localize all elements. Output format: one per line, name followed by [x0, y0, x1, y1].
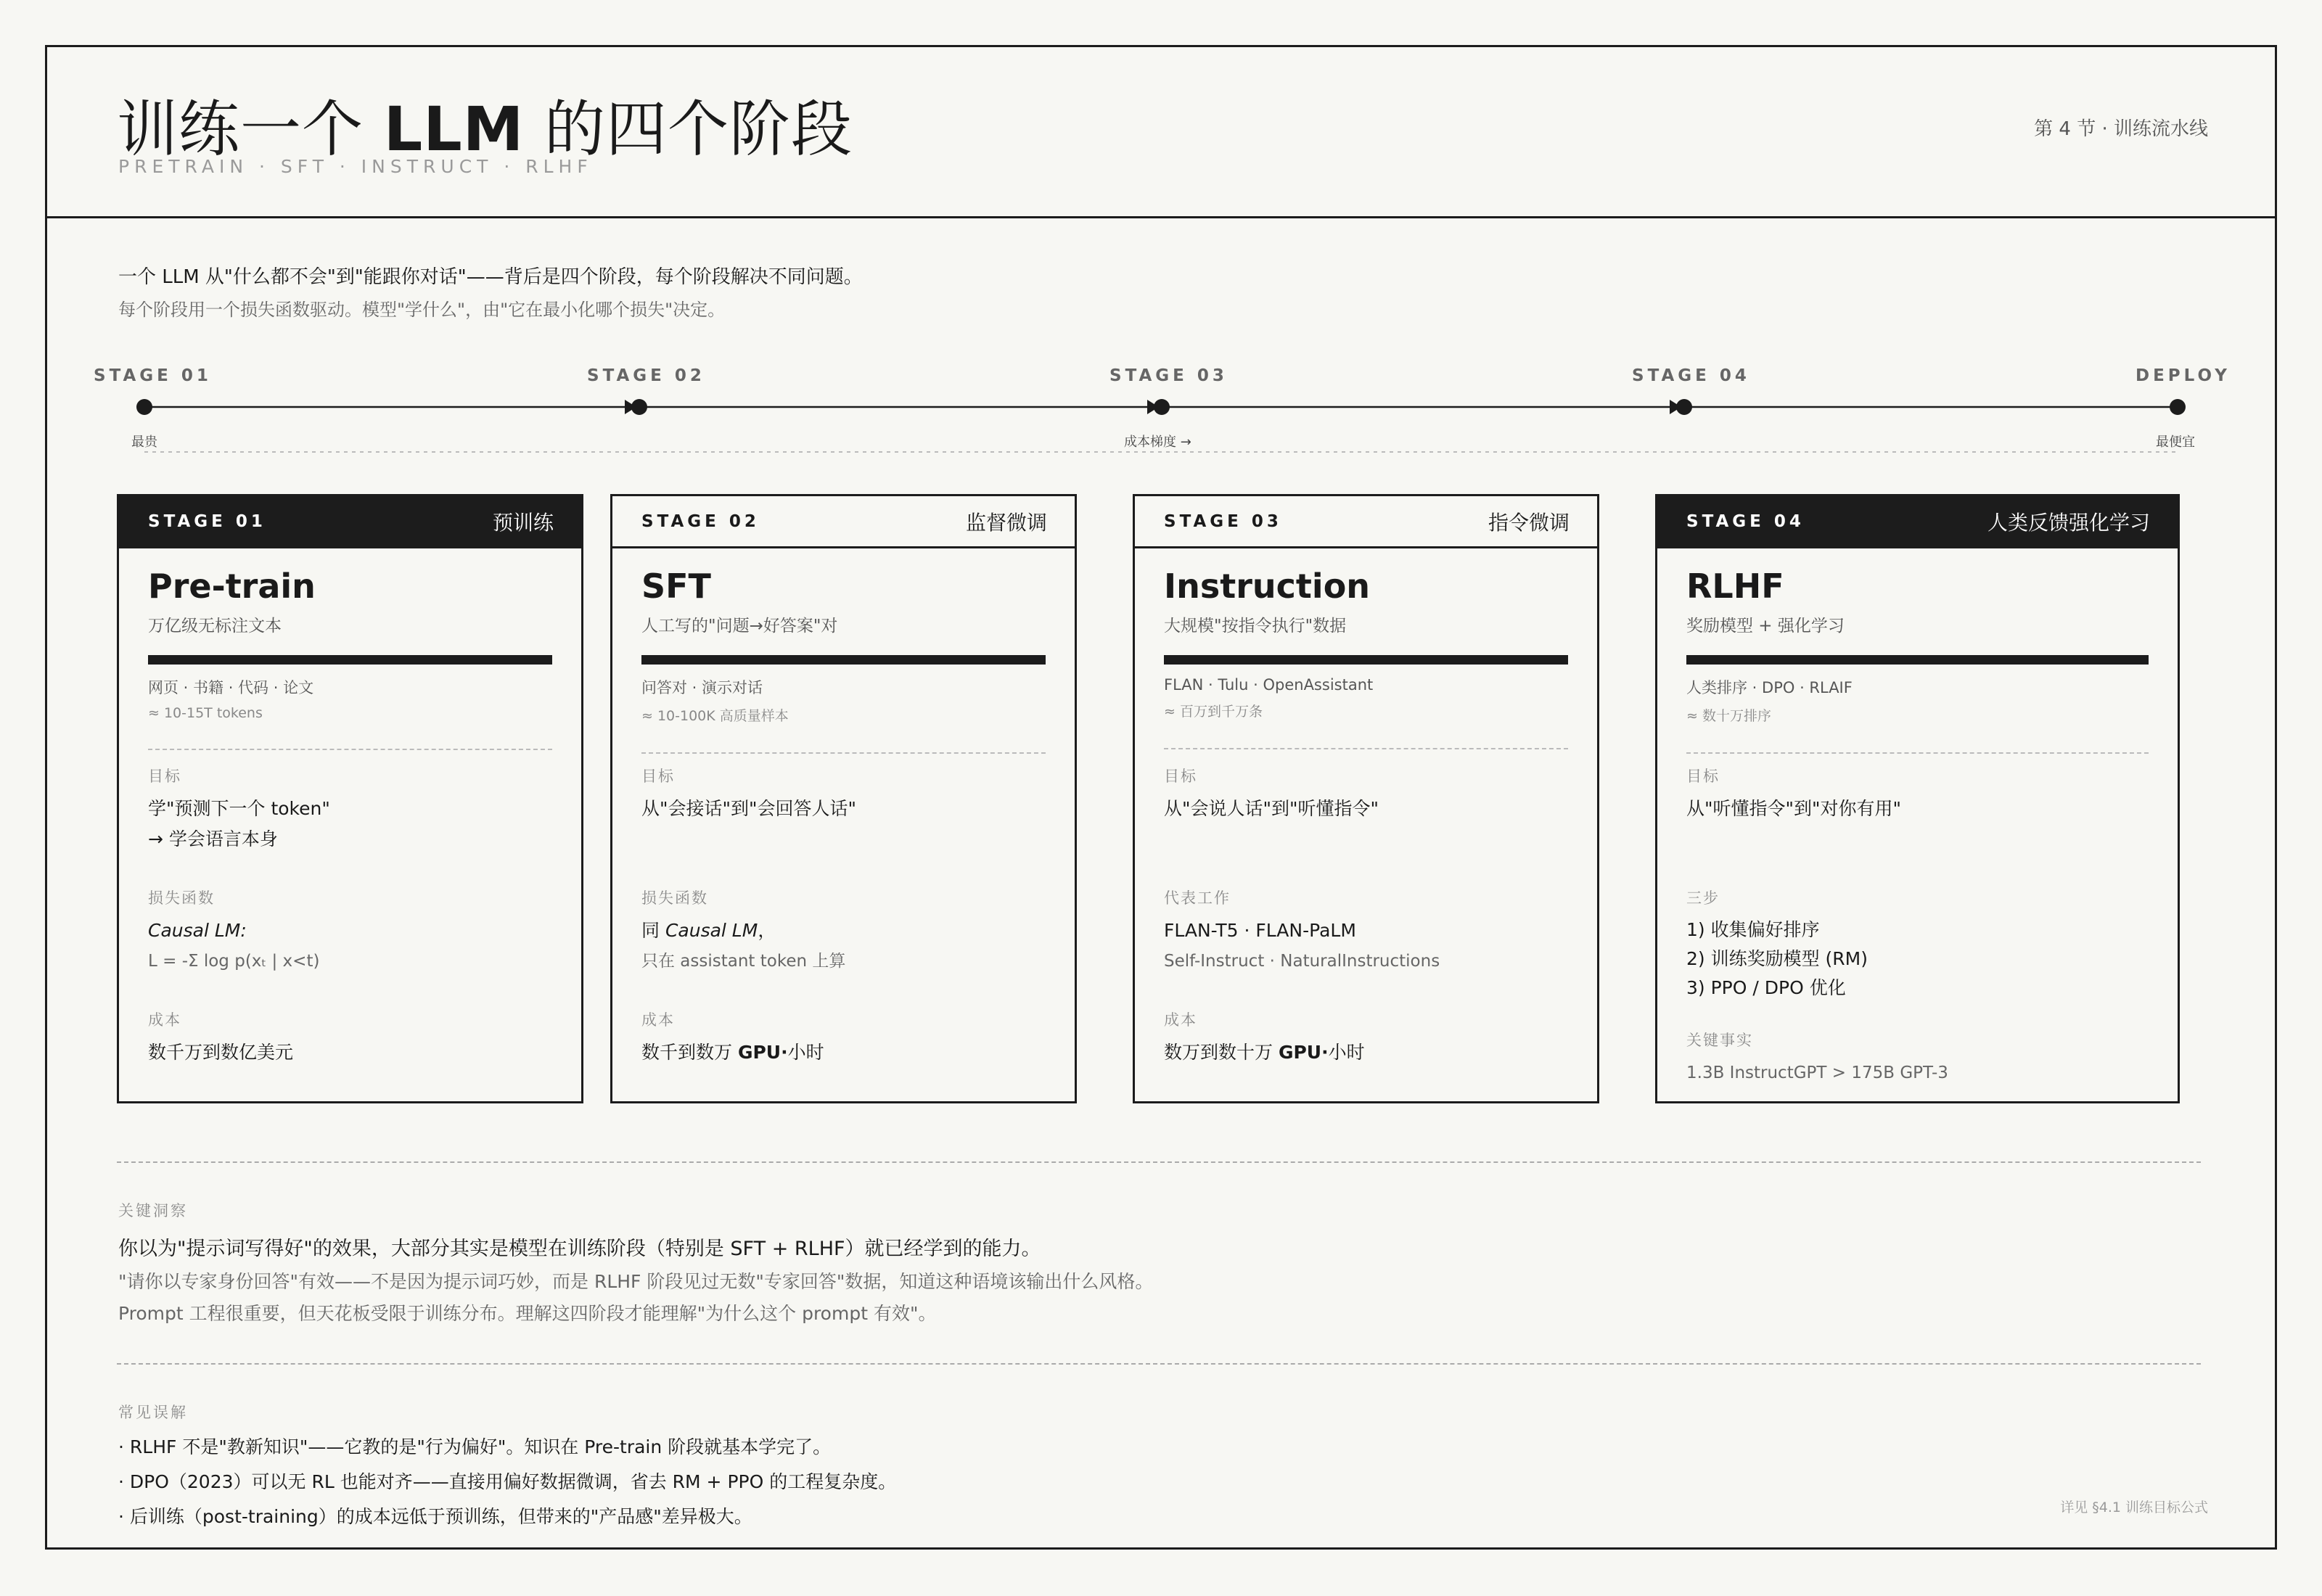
timeline-node — [2170, 399, 2186, 415]
timeline-note-left: 最贵 — [131, 435, 157, 450]
timeline-arrow — [625, 400, 636, 414]
card-works — [1164, 887, 1570, 976]
card-size: ≈ 数十万排序 — [1686, 708, 1771, 724]
card-loss — [148, 887, 554, 976]
card-goal — [1686, 765, 2150, 824]
timeline-node — [136, 399, 152, 415]
cost-value — [148, 1037, 554, 1068]
insight-label: 关键洞察 — [118, 1202, 188, 1219]
card-cost — [148, 1008, 554, 1068]
goal-line: 从"会说人话"到"听懂指令" — [1164, 798, 1379, 819]
timeline-note-right: 最便宜 — [2156, 435, 2195, 450]
insight-main: 你以为"提示词写得好"的效果，大部分其实是模型在训练阶段（特别是 SFT + RLHF）就已经学到的能力。 — [118, 1238, 1041, 1260]
card-fact — [1686, 1029, 2150, 1088]
card-stage: STAGE 02 — [641, 511, 760, 531]
card-stage-cn: 人类反馈强化学习 — [1987, 510, 2150, 535]
timeline-node — [1676, 399, 1692, 415]
stage-card-sft — [610, 494, 1077, 1103]
fact-value: 1.3B InstructGPT > 175B GPT-3 — [1686, 1064, 1948, 1082]
goal-line: → 学会语言本身 — [148, 828, 278, 850]
title-part-en: LLM — [383, 94, 525, 165]
step-item: 2) 训练奖励模型 (RM) — [1686, 948, 1868, 969]
misconception-item: · 后训练（post-training）的成本远低于预训练，但带来的"产品感"差异极大。 — [118, 1506, 752, 1527]
header — [47, 47, 2275, 218]
goal-label: 目标 — [1686, 768, 1720, 785]
timeline-label: DEPLOY — [2136, 366, 2231, 385]
card-bar — [641, 655, 1046, 665]
loss-text: 同 — [641, 920, 665, 941]
goal-line: 从"听懂指令"到"对你有用" — [1686, 798, 1901, 819]
steps-label: 三步 — [1686, 889, 1720, 907]
intro-line-1: 一个 LLM 从"什么都不会"到"能跟你对话"——背后是四个阶段，每个阶段解决不同问题。 — [118, 266, 863, 288]
insight-sub: Prompt 工程很重要，但天花板受限于训练分布。理解这四阶段才能理解"为什么这个 prompt 有效"。 — [118, 1303, 937, 1324]
loss-em: Causal LM — [665, 920, 758, 941]
loss-label: 损失函数 — [641, 889, 708, 907]
misconception-item: · DPO（2023）可以无 RL 也能对齐——直接用偏好数据微调，省去 RM + PPO 的工程复杂度。 — [118, 1471, 897, 1492]
cost-label: 成本 — [1164, 1011, 1197, 1029]
stage-card-instruction — [1133, 494, 1599, 1103]
card-cost — [1164, 1008, 1570, 1068]
step-item: 1) 收集偏好排序 — [1686, 919, 1820, 940]
card-bar — [1164, 655, 1568, 665]
card-name: RLHF — [1686, 567, 1784, 606]
card-body — [1657, 548, 2178, 1101]
section-divider — [117, 1161, 2201, 1163]
cost-text: 小时 — [1328, 1042, 1365, 1063]
page-frame — [45, 45, 2277, 1550]
card-sources: 人类排序 · DPO · RLAIF — [1686, 679, 1853, 696]
loss-formula: L = -Σ log p(xₜ | x<t) — [148, 952, 320, 971]
cost-bold: GPU· — [1278, 1042, 1329, 1063]
works-line: FLAN-T5 · FLAN-PaLM — [1164, 920, 1356, 941]
card-sources: 网页 · 书籍 · 代码 · 论文 — [148, 679, 314, 696]
cost-bold: GPU· — [737, 1042, 788, 1063]
card-size: ≈ 10-100K 高质量样本 — [641, 708, 789, 724]
stage-card-rlhf — [1655, 494, 2180, 1103]
section-divider — [117, 1363, 2201, 1365]
card-stage-cn: 预训练 — [492, 510, 554, 535]
loss-label: 损失函数 — [148, 889, 215, 907]
card-steps — [1686, 887, 2150, 1003]
timeline-label: STAGE 03 — [1109, 366, 1228, 385]
card-separator — [1164, 748, 1568, 749]
card-goal — [148, 765, 554, 855]
card-header — [612, 496, 1075, 548]
loss-note: 只在 assistant token 上算 — [641, 952, 846, 971]
timeline-label: STAGE 01 — [94, 366, 212, 385]
timeline-arrow — [1670, 400, 1681, 414]
card-goal — [641, 765, 1047, 824]
card-name: SFT — [641, 567, 711, 606]
page-title — [117, 81, 853, 168]
loss-line — [148, 916, 554, 946]
cost-value — [1164, 1037, 1570, 1068]
cost-label: 成本 — [641, 1011, 675, 1029]
timeline-node — [631, 399, 647, 415]
card-desc: 人工写的"问题→好答案"对 — [641, 617, 838, 635]
insight-sub: "请你以专家身份回答"有效——不是因为提示词巧妙，而是 RLHF 阶段见过无数"专家回答"数据，知道这种语境该输出什么风格。 — [118, 1271, 1154, 1292]
card-goal — [1164, 765, 1570, 824]
card-header — [119, 496, 581, 548]
cost-value — [641, 1037, 1047, 1068]
loss-line — [641, 916, 1047, 946]
stage-card-pretrain — [117, 494, 583, 1103]
fact-label: 关键事实 — [1686, 1032, 1753, 1049]
timeline-note-mid: 成本梯度 → — [1124, 435, 1191, 450]
card-stage-cn: 监督微调 — [965, 510, 1047, 535]
works-label: 代表工作 — [1164, 889, 1231, 907]
misconceptions-label: 常见误解 — [118, 1404, 188, 1421]
card-sources: FLAN · Tulu · OpenAssistant — [1164, 676, 1374, 694]
card-desc: 万亿级无标注文本 — [148, 617, 282, 635]
card-separator — [148, 749, 552, 750]
card-loss — [641, 887, 1047, 976]
card-stage: STAGE 04 — [1686, 511, 1805, 531]
works-line: Self-Instruct · NaturalInstructions — [1164, 952, 1440, 971]
card-stage-cn: 指令微调 — [1488, 510, 1570, 535]
timeline-arrow — [1147, 400, 1159, 414]
title-part: 训练一个 — [117, 94, 384, 165]
timeline-label: STAGE 04 — [1632, 366, 1750, 385]
card-stage: STAGE 03 — [1164, 511, 1282, 531]
intro-line-2: 每个阶段用一个损失函数驱动。模型"学什么"，由"它在最小化哪个损失"决定。 — [118, 300, 726, 320]
step-item: 3) PPO / DPO 优化 — [1686, 977, 1846, 998]
card-cost — [641, 1008, 1047, 1068]
section-tag: 第 4 节 · 训练流水线 — [2034, 118, 2208, 140]
loss-text: ， — [758, 920, 776, 941]
cost-text: 小时 — [787, 1042, 824, 1063]
card-body — [1135, 548, 1597, 1101]
cost-text: 数千到数万 — [641, 1042, 738, 1063]
goal-line: 从"会接话"到"会回答人话" — [641, 798, 856, 819]
card-separator — [641, 752, 1046, 754]
cost-text: 数万到数十万 — [1164, 1042, 1279, 1063]
card-header — [1657, 496, 2178, 548]
page-subtitle: PRETRAIN · SFT · INSTRUCT · RLHF — [118, 156, 593, 177]
card-separator — [1686, 752, 2149, 754]
card-sources: 问答对 · 演示对话 — [641, 679, 763, 696]
card-size: ≈ 10-15T tokens — [148, 705, 263, 721]
card-stage: STAGE 01 — [148, 511, 266, 531]
card-name: Instruction — [1164, 567, 1371, 606]
title-part: 的四个阶段 — [524, 94, 853, 165]
card-bar — [1686, 655, 2149, 665]
goal-label: 目标 — [148, 768, 181, 785]
misconception-item: · RLHF 不是"教新知识"——它教的是"行为偏好"。知识在 Pre-train 阶段就基本学完了。 — [118, 1436, 832, 1457]
timeline-label: STAGE 02 — [587, 366, 705, 385]
goal-line: 学"预测下一个 token" — [148, 798, 330, 819]
goal-label: 目标 — [1164, 768, 1197, 785]
card-bar — [148, 655, 552, 665]
card-body — [612, 548, 1075, 1101]
footnote: 详见 §4.1 训练目标公式 — [2060, 1500, 2208, 1515]
card-size: ≈ 百万到千万条 — [1164, 704, 1263, 720]
card-name: Pre-train — [148, 567, 316, 606]
card-header — [1135, 496, 1597, 548]
goal-label: 目标 — [641, 768, 675, 785]
cost-label: 成本 — [148, 1011, 181, 1029]
card-body — [119, 548, 581, 1101]
cost-text: 数千万到数亿美元 — [148, 1042, 294, 1063]
card-desc: 大规模"按指令执行"数据 — [1164, 617, 1347, 635]
timeline-node — [1154, 399, 1170, 415]
card-desc: 奖励模型 + 强化学习 — [1686, 617, 1845, 635]
loss-em: Causal LM: — [148, 920, 247, 941]
